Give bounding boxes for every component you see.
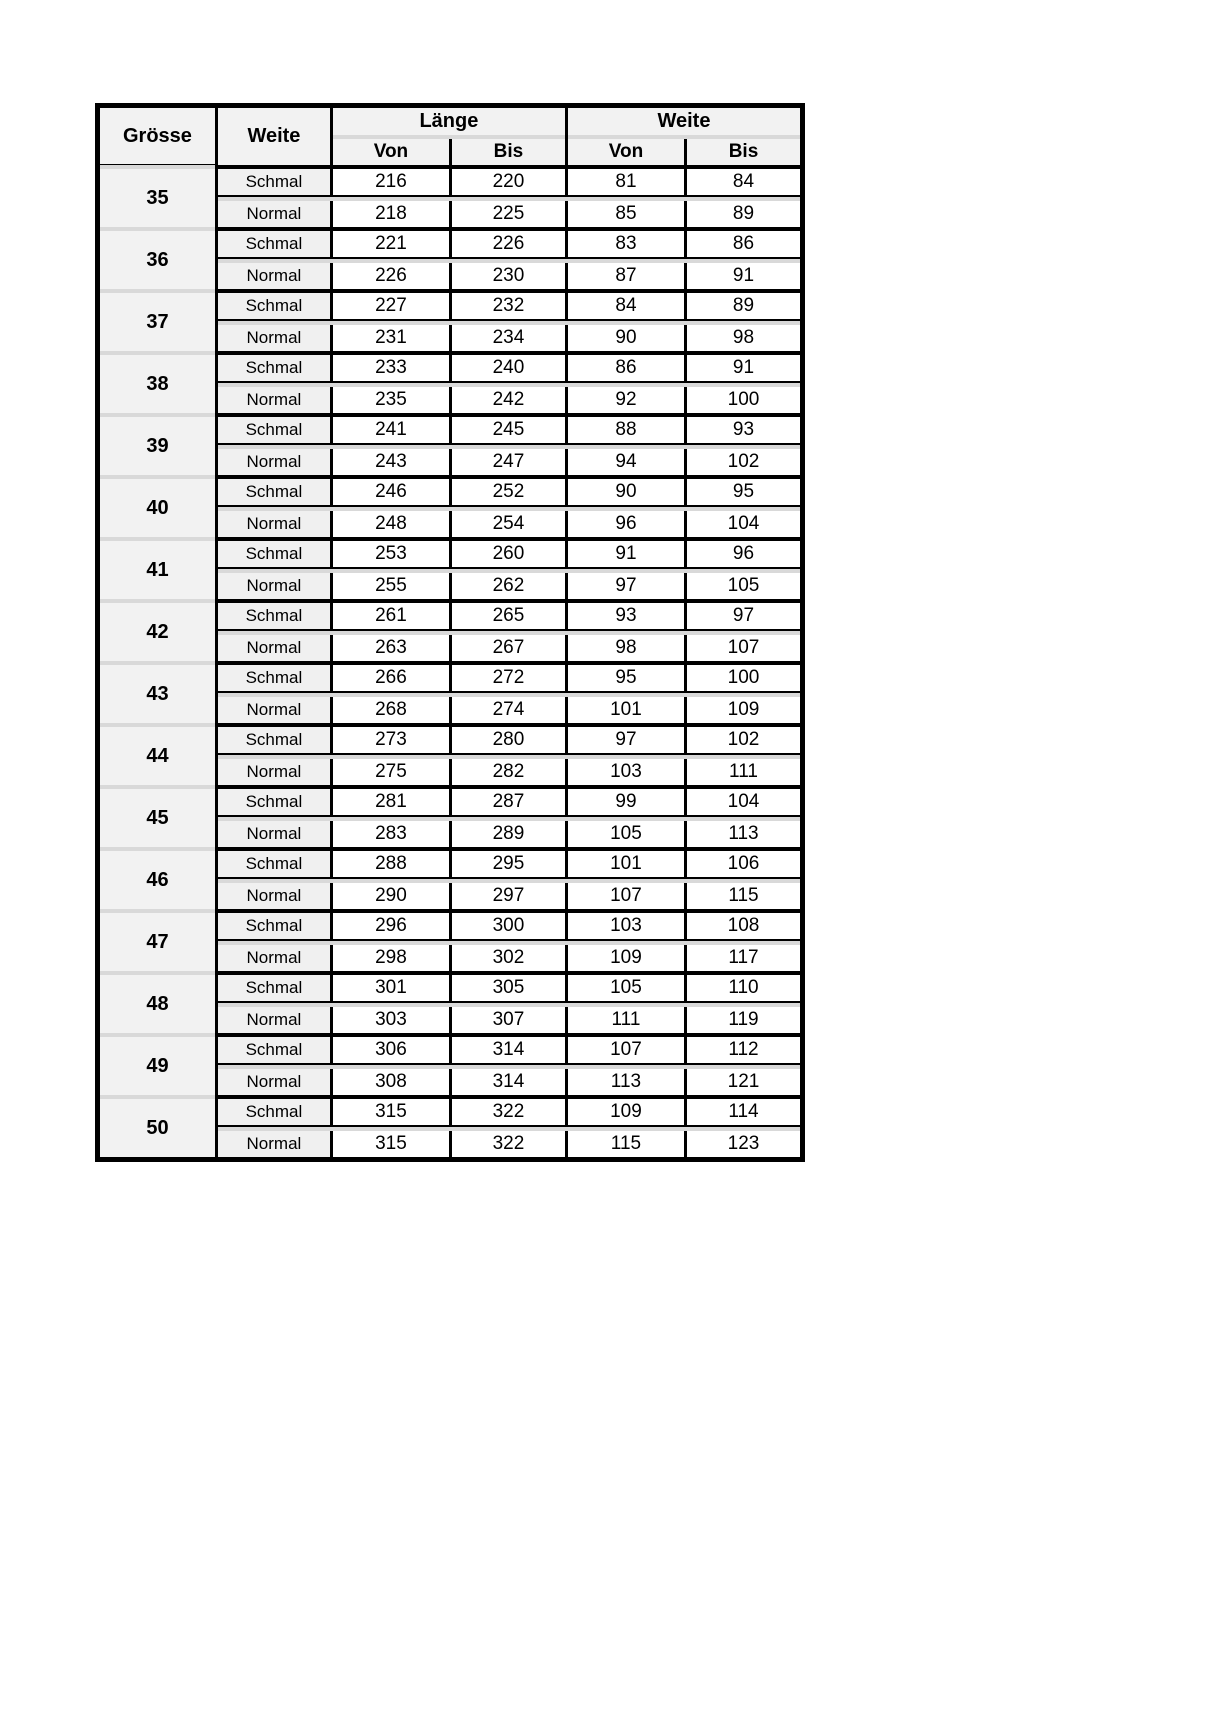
weite-label-cell: Schmal [215, 479, 330, 507]
laenge-von-cell: 288 [330, 851, 449, 879]
weite-von-cell: 88 [565, 417, 684, 445]
size-row-schmal [100, 293, 800, 321]
weite-bis-cell: 100 [684, 387, 800, 413]
weite-von-cell: 94 [565, 449, 684, 475]
weite-label-cell: Normal [215, 945, 330, 971]
laenge-von-cell: 227 [330, 293, 449, 321]
weite-von-cell: 84 [565, 293, 684, 321]
weite-label-cell: Normal [215, 387, 330, 413]
size-row-schmal [100, 975, 800, 1003]
laenge-von-cell: 226 [330, 263, 449, 289]
header-row-groups [100, 108, 800, 135]
size-row-schmal [100, 1099, 800, 1127]
weite-bis-cell: 93 [684, 417, 800, 445]
size-cell: 44 [100, 727, 215, 785]
laenge-von-cell: 261 [330, 603, 449, 631]
weite-von-cell: 91 [565, 541, 684, 569]
laenge-von-cell: 246 [330, 479, 449, 507]
weite-bis-cell: 123 [684, 1131, 800, 1157]
laenge-bis-cell: 220 [449, 169, 565, 197]
weite-von-cell: 97 [565, 727, 684, 755]
laenge-bis-cell: 295 [449, 851, 565, 879]
size-row-schmal [100, 417, 800, 445]
weite-label-cell: Normal [215, 635, 330, 661]
weite-bis-cell: 84 [684, 169, 800, 197]
weite-bis-cell: 104 [684, 511, 800, 537]
weite-label-cell: Schmal [215, 231, 330, 259]
laenge-von-cell: 243 [330, 449, 449, 475]
weite-label-cell: Normal [215, 573, 330, 599]
size-cell: 47 [100, 913, 215, 971]
weite-von-cell: 107 [565, 883, 684, 909]
weite-bis-cell: 86 [684, 231, 800, 259]
weite-bis-cell: 111 [684, 759, 800, 785]
laenge-von-cell: 241 [330, 417, 449, 445]
size-cell: 37 [100, 293, 215, 351]
laenge-bis-cell: 242 [449, 387, 565, 413]
weite-von-cell: 90 [565, 479, 684, 507]
weite-von-cell: 86 [565, 355, 684, 383]
weite-bis-cell: 91 [684, 263, 800, 289]
weite-von-cell: 105 [565, 821, 684, 847]
weite-label-cell: Normal [215, 1007, 330, 1033]
weite-label-cell: Normal [215, 201, 330, 227]
weite-label-cell: Normal [215, 821, 330, 847]
size-cell: 40 [100, 479, 215, 537]
weite-von-cell: 107 [565, 1037, 684, 1065]
weite-von-cell: 113 [565, 1069, 684, 1095]
weite-bis-cell: 121 [684, 1069, 800, 1095]
weite-bis-cell: 95 [684, 479, 800, 507]
weite-bis-cell: 108 [684, 913, 800, 941]
laenge-bis-cell: 322 [449, 1099, 565, 1127]
laenge-bis-cell: 280 [449, 727, 565, 755]
weite-label-cell: Normal [215, 263, 330, 289]
weite-label-cell: Normal [215, 325, 330, 351]
weite-bis-cell: 100 [684, 665, 800, 693]
weite-von-cell: 92 [565, 387, 684, 413]
weite-label-cell: Schmal [215, 913, 330, 941]
laenge-bis-cell: 297 [449, 883, 565, 909]
weite-label-cell: Normal [215, 511, 330, 537]
size-cell: 43 [100, 665, 215, 723]
laenge-von-cell: 253 [330, 541, 449, 569]
weite-label-cell: Schmal [215, 727, 330, 755]
laenge-bis-cell: 289 [449, 821, 565, 847]
weite-label-cell: Schmal [215, 541, 330, 569]
weite-von-cell: 97 [565, 573, 684, 599]
size-row-schmal [100, 727, 800, 755]
laenge-bis-cell: 252 [449, 479, 565, 507]
size-row-schmal [100, 479, 800, 507]
weite-bis-cell: 98 [684, 325, 800, 351]
col-header-groesse: Grösse [100, 108, 215, 165]
laenge-bis-cell: 265 [449, 603, 565, 631]
weite-label-cell: Schmal [215, 417, 330, 445]
laenge-von-cell: 231 [330, 325, 449, 351]
weite-bis-cell: 119 [684, 1007, 800, 1033]
laenge-von-cell: 273 [330, 727, 449, 755]
laenge-bis-cell: 307 [449, 1007, 565, 1033]
laenge-bis-cell: 272 [449, 665, 565, 693]
laenge-von-cell: 216 [330, 169, 449, 197]
weite-bis-cell: 96 [684, 541, 800, 569]
laenge-bis-cell: 314 [449, 1037, 565, 1065]
laenge-von-cell: 290 [330, 883, 449, 909]
size-cell: 45 [100, 789, 215, 847]
laenge-von-cell: 263 [330, 635, 449, 661]
laenge-von-cell: 218 [330, 201, 449, 227]
laenge-von-cell: 283 [330, 821, 449, 847]
weite-label-cell: Schmal [215, 603, 330, 631]
size-row-schmal [100, 789, 800, 817]
weite-label-cell: Normal [215, 1131, 330, 1157]
laenge-von-cell: 303 [330, 1007, 449, 1033]
weite-label-cell: Schmal [215, 851, 330, 879]
weite-label-cell: Normal [215, 1069, 330, 1095]
laenge-bis-cell: 282 [449, 759, 565, 785]
weite-von-cell: 105 [565, 975, 684, 1003]
col-group-weite: Weite [565, 108, 800, 135]
laenge-von-cell: 248 [330, 511, 449, 537]
laenge-von-cell: 221 [330, 231, 449, 259]
weite-label-cell: Normal [215, 697, 330, 723]
laenge-von-cell: 233 [330, 355, 449, 383]
laenge-bis-cell: 230 [449, 263, 565, 289]
table-header [100, 108, 800, 169]
laenge-von-cell: 266 [330, 665, 449, 693]
weite-von-cell: 99 [565, 789, 684, 817]
laenge-von-cell: 315 [330, 1131, 449, 1157]
weite-von-cell: 81 [565, 169, 684, 197]
laenge-von-cell: 315 [330, 1099, 449, 1127]
weite-bis-cell: 89 [684, 293, 800, 321]
laenge-von-cell: 298 [330, 945, 449, 971]
size-cell: 42 [100, 603, 215, 661]
size-cell: 48 [100, 975, 215, 1033]
weite-bis-cell: 102 [684, 727, 800, 755]
weite-label-cell: Schmal [215, 293, 330, 321]
weite-von-cell: 101 [565, 697, 684, 723]
weite-bis-cell: 89 [684, 201, 800, 227]
weite-bis-cell: 113 [684, 821, 800, 847]
laenge-von-cell: 301 [330, 975, 449, 1003]
weite-label-cell: Schmal [215, 665, 330, 693]
weite-von-cell: 83 [565, 231, 684, 259]
weite-bis-cell: 97 [684, 603, 800, 631]
weite-label-cell: Normal [215, 449, 330, 475]
laenge-bis-cell: 262 [449, 573, 565, 599]
laenge-bis-cell: 287 [449, 789, 565, 817]
weite-bis-cell: 91 [684, 355, 800, 383]
laenge-bis-cell: 260 [449, 541, 565, 569]
laenge-bis-cell: 240 [449, 355, 565, 383]
laenge-von-cell: 281 [330, 789, 449, 817]
weite-label-cell: Schmal [215, 789, 330, 817]
size-row-schmal [100, 355, 800, 383]
laenge-von-cell: 268 [330, 697, 449, 723]
weite-von-cell: 109 [565, 945, 684, 971]
size-row-schmal [100, 541, 800, 569]
size-row-schmal [100, 169, 800, 197]
size-chart [95, 103, 805, 1162]
weite-bis-cell: 114 [684, 1099, 800, 1127]
laenge-bis-cell: 274 [449, 697, 565, 723]
laenge-von-cell: 306 [330, 1037, 449, 1065]
weite-bis-cell: 117 [684, 945, 800, 971]
laenge-von-cell: 235 [330, 387, 449, 413]
col-group-laenge: Länge [330, 108, 565, 135]
weite-von-cell: 96 [565, 511, 684, 537]
weite-von-cell: 87 [565, 263, 684, 289]
col-header-weite-bis: Bis [684, 139, 800, 165]
size-chart-table [95, 103, 805, 1162]
laenge-bis-cell: 232 [449, 293, 565, 321]
weite-label-cell: Schmal [215, 169, 330, 197]
size-cell: 50 [100, 1099, 215, 1157]
weite-bis-cell: 109 [684, 697, 800, 723]
weite-bis-cell: 105 [684, 573, 800, 599]
weite-von-cell: 85 [565, 201, 684, 227]
size-cell: 38 [100, 355, 215, 413]
weite-bis-cell: 115 [684, 883, 800, 909]
size-row-schmal [100, 913, 800, 941]
laenge-von-cell: 296 [330, 913, 449, 941]
size-cell: 49 [100, 1037, 215, 1095]
laenge-bis-cell: 226 [449, 231, 565, 259]
laenge-bis-cell: 225 [449, 201, 565, 227]
size-cell: 41 [100, 541, 215, 599]
weite-von-cell: 115 [565, 1131, 684, 1157]
laenge-bis-cell: 322 [449, 1131, 565, 1157]
size-row-schmal [100, 665, 800, 693]
weite-von-cell: 103 [565, 759, 684, 785]
laenge-von-cell: 275 [330, 759, 449, 785]
weite-von-cell: 93 [565, 603, 684, 631]
size-row-schmal [100, 231, 800, 259]
table-body [100, 169, 800, 1157]
col-header-laenge-von: Von [330, 139, 449, 165]
laenge-bis-cell: 267 [449, 635, 565, 661]
size-row-schmal [100, 851, 800, 879]
size-cell: 39 [100, 417, 215, 475]
size-row-schmal [100, 1037, 800, 1065]
weite-label-cell: Schmal [215, 1037, 330, 1065]
weite-label-cell: Schmal [215, 1099, 330, 1127]
weite-von-cell: 90 [565, 325, 684, 351]
weite-von-cell: 109 [565, 1099, 684, 1127]
weite-bis-cell: 112 [684, 1037, 800, 1065]
weite-von-cell: 101 [565, 851, 684, 879]
weite-bis-cell: 102 [684, 449, 800, 475]
weite-von-cell: 95 [565, 665, 684, 693]
laenge-bis-cell: 305 [449, 975, 565, 1003]
col-header-weite-von: Von [565, 139, 684, 165]
weite-label-cell: Schmal [215, 355, 330, 383]
weite-label-cell: Schmal [215, 975, 330, 1003]
weite-von-cell: 103 [565, 913, 684, 941]
laenge-von-cell: 255 [330, 573, 449, 599]
weite-bis-cell: 110 [684, 975, 800, 1003]
laenge-von-cell: 308 [330, 1069, 449, 1095]
weite-von-cell: 98 [565, 635, 684, 661]
weite-label-cell: Normal [215, 759, 330, 785]
weite-bis-cell: 107 [684, 635, 800, 661]
size-cell: 36 [100, 231, 215, 289]
laenge-bis-cell: 234 [449, 325, 565, 351]
weite-bis-cell: 106 [684, 851, 800, 879]
size-cell: 35 [100, 169, 215, 227]
laenge-bis-cell: 254 [449, 511, 565, 537]
weite-label-cell: Normal [215, 883, 330, 909]
size-cell: 46 [100, 851, 215, 909]
laenge-bis-cell: 247 [449, 449, 565, 475]
laenge-bis-cell: 245 [449, 417, 565, 445]
laenge-bis-cell: 300 [449, 913, 565, 941]
weite-von-cell: 111 [565, 1007, 684, 1033]
weite-bis-cell: 104 [684, 789, 800, 817]
laenge-bis-cell: 314 [449, 1069, 565, 1095]
laenge-bis-cell: 302 [449, 945, 565, 971]
col-header-laenge-bis: Bis [449, 139, 565, 165]
col-header-weite: Weite [215, 108, 330, 165]
size-row-schmal [100, 603, 800, 631]
